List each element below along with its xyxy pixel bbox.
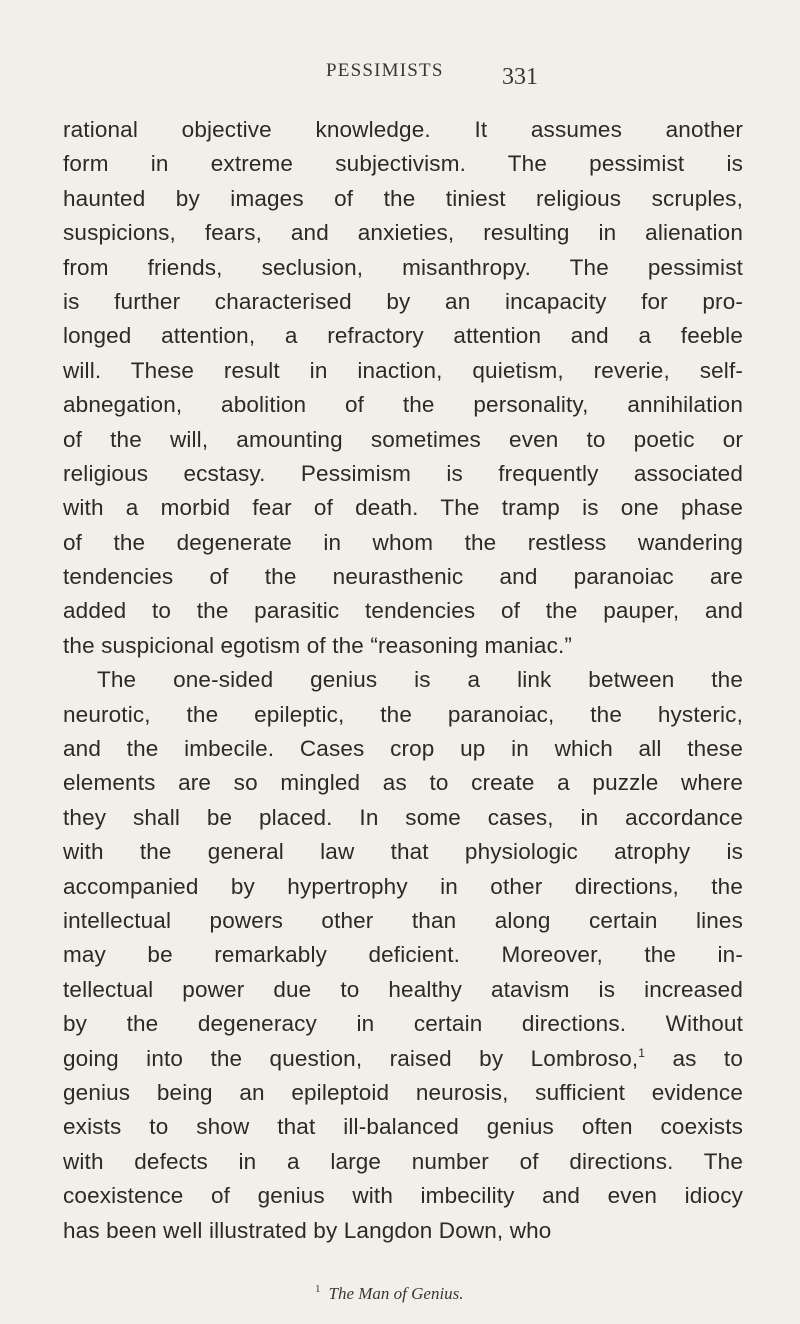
text-line: of the will, amounting sometimes even to poetic or <box>63 426 743 452</box>
text-line: genius being an epileptoid neurosis, sufficient evidence <box>63 1079 743 1105</box>
text-segment: as to <box>645 1045 743 1071</box>
text-line: religious ecstasy. Pessimism is frequently associated <box>63 460 743 486</box>
footnote-number: 1 <box>315 1283 321 1295</box>
text-line: from friends, seclusion, misanthropy. The pessimist <box>63 254 743 280</box>
text-line: accompanied by hypertrophy in other directions, the <box>63 873 743 899</box>
text-line: The one-sided genius is a link between the <box>97 667 743 693</box>
text-line: longed attention, a refractory attention and a feeble <box>63 323 743 349</box>
text-segment: going into the question, raised by Lombroso, <box>63 1045 639 1071</box>
text-line: haunted by images of the tiniest religious scruples, <box>63 185 743 211</box>
text-line: abnegation, abolition of the personality, annihilation <box>63 392 743 418</box>
text-line: tellectual power due to healthy atavism is increased <box>63 976 743 1002</box>
text-line-with-footnote <box>63 1042 743 1076</box>
text-line: the suspicional egotism of the “reasoning maniac.” <box>63 632 573 658</box>
text-line: will. These result in inaction, quietism, reverie, self- <box>63 357 743 383</box>
text-line: form in extreme subjectivism. The pessimist is <box>63 151 743 177</box>
body-text <box>63 113 743 1248</box>
text-line: suspicions, fears, and anxieties, resulting in alienation <box>63 220 743 246</box>
text-line: may be remarkably deficient. Moreover, the in- <box>63 942 743 968</box>
page-header <box>0 60 800 90</box>
text-line: has been well illustrated by Langdon Down, who <box>63 1217 552 1243</box>
text-line: rational objective knowledge. It assumes another <box>63 117 743 142</box>
text-line: added to the parasitic tendencies of the pauper, and <box>63 598 743 624</box>
text-line: with a morbid fear of death. The tramp is one phase <box>63 495 743 521</box>
text-line: neurotic, the epileptic, the paranoiac, the hysteric, <box>63 701 743 727</box>
text-line: of the degenerate in whom the restless wandering <box>63 529 743 555</box>
running-head: PESSIMISTS <box>326 60 444 81</box>
text-line: exists to show that ill-balanced genius often coexists <box>63 1114 743 1140</box>
footnote-reference[interactable]: 1 <box>638 1045 646 1060</box>
page-number: 331 <box>502 64 538 90</box>
footnote <box>315 1283 464 1304</box>
text-line: tendencies of the neurasthenic and paranoiac are <box>63 564 743 590</box>
text-line: intellectual powers other than along certain lines <box>63 907 743 933</box>
text-line: with defects in a large number of directions. The <box>63 1148 743 1174</box>
text-line: they shall be placed. In some cases, in accordance <box>63 804 743 830</box>
text-line: is further characterised by an incapacity for pro- <box>63 288 743 314</box>
text-line: with the general law that physiologic atrophy is <box>63 839 743 865</box>
text-line: coexistence of genius with imbecility and even idiocy <box>63 1183 743 1209</box>
text-line: and the imbecile. Cases crop up in which all these <box>63 736 743 762</box>
text-line: by the degeneracy in certain directions. Without <box>63 1011 743 1037</box>
text-line: elements are so mingled as to create a puzzle where <box>63 770 743 796</box>
footnote-title: The Man of Genius. <box>328 1284 464 1303</box>
